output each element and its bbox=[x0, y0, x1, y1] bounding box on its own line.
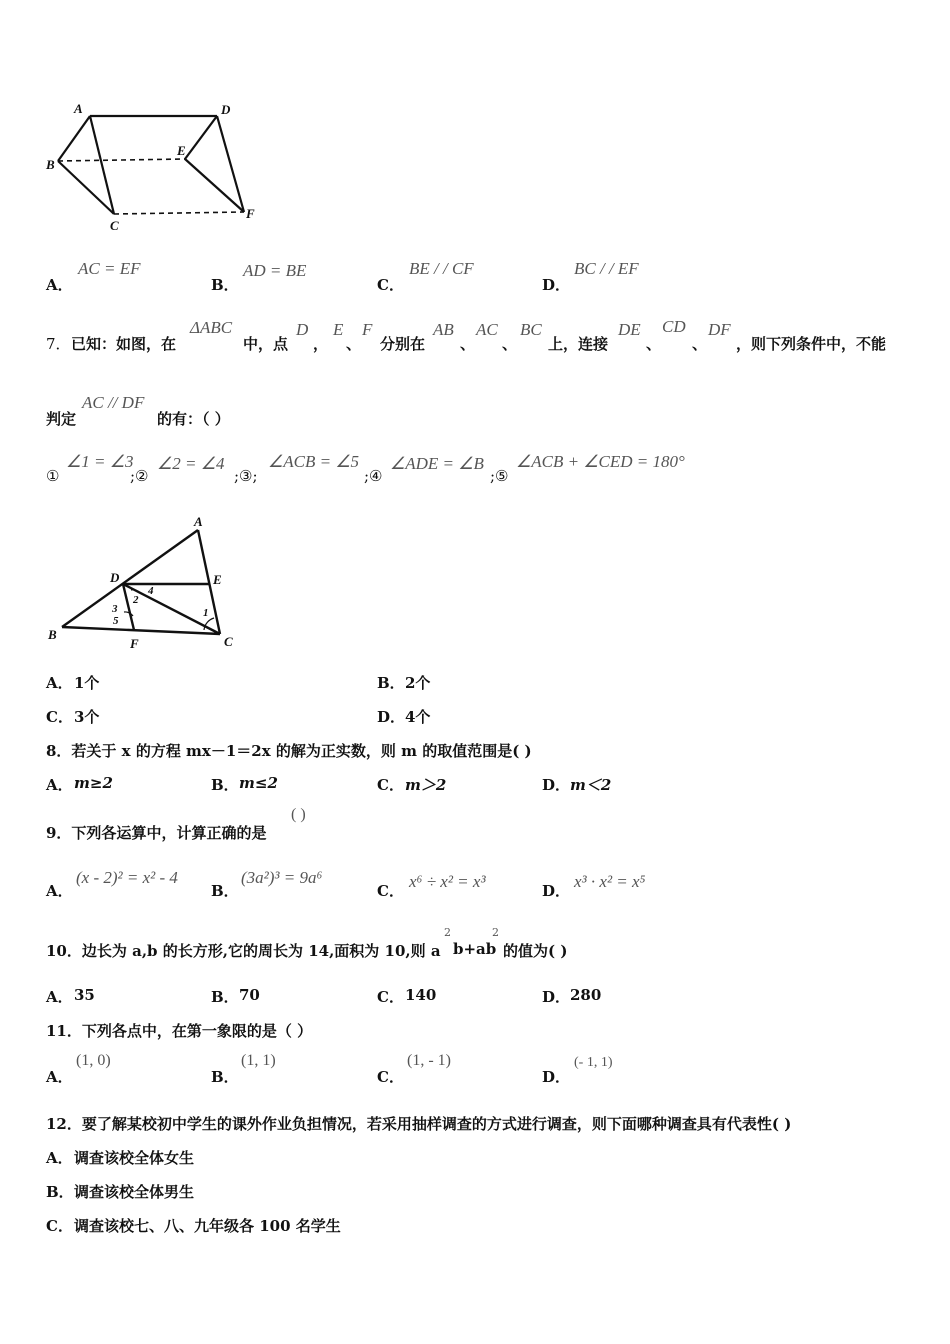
condition-math: ∠ACB + ∠CED = 180° bbox=[516, 452, 685, 471]
option-label: D． bbox=[542, 776, 571, 794]
stem-math: AB bbox=[433, 320, 454, 339]
label-c: C bbox=[110, 218, 119, 233]
option-label: B． bbox=[211, 882, 239, 900]
option-text: m≤2 bbox=[239, 774, 278, 792]
option-label: A． bbox=[46, 776, 73, 794]
condition-marker: ;⑤ bbox=[490, 467, 509, 485]
stem-math: CD bbox=[662, 317, 686, 336]
option-label: C． bbox=[377, 776, 404, 794]
condition-math: ∠ACB = ∠5 bbox=[268, 452, 360, 471]
condition-marker: ;④ bbox=[364, 467, 383, 485]
option-math: AD = BE bbox=[243, 261, 307, 280]
option-math: x⁶ ÷ x² = x³ bbox=[409, 872, 486, 891]
condition-math: ∠ADE = ∠B bbox=[390, 454, 484, 473]
option-label: C． bbox=[46, 1217, 73, 1235]
option-text: 280 bbox=[570, 986, 602, 1004]
option-label: A． bbox=[46, 882, 73, 900]
option-label: C． bbox=[377, 276, 404, 294]
option-text: 调查该校全体女生 bbox=[74, 1149, 195, 1167]
option-label: D． bbox=[542, 882, 571, 900]
stem-math: AC // DF bbox=[82, 393, 145, 412]
option-label: D． bbox=[542, 988, 571, 1006]
option-label: C． bbox=[377, 882, 404, 900]
option-label: D． bbox=[542, 1068, 571, 1086]
option-text: 1个 bbox=[74, 674, 100, 692]
label-f: F bbox=[130, 636, 139, 651]
condition-math: ∠2 = ∠4 bbox=[157, 454, 225, 473]
option-label: A． bbox=[46, 674, 73, 692]
option-text: 3个 bbox=[74, 708, 100, 726]
stem-math: ΔABC bbox=[190, 318, 233, 337]
stem-math: DE bbox=[618, 320, 641, 339]
stem-text: 判定 bbox=[46, 410, 77, 428]
label-e: E bbox=[177, 143, 186, 158]
label-f: F bbox=[246, 206, 255, 221]
option-math: (1, 0) bbox=[76, 1052, 111, 1069]
option-label: A． bbox=[46, 1068, 73, 1086]
stem-text: ， bbox=[313, 335, 329, 353]
segment-df bbox=[123, 584, 134, 630]
stem-text: 上，连接 bbox=[548, 335, 609, 353]
stem-math: BC bbox=[520, 320, 542, 339]
option-label: A． bbox=[46, 276, 73, 294]
option-label: B． bbox=[211, 276, 239, 294]
option-label: B． bbox=[211, 988, 239, 1006]
option-text: m＜2 bbox=[570, 776, 612, 794]
option-label: A． bbox=[46, 988, 73, 1006]
stem-math: F bbox=[362, 320, 373, 339]
question-text: 9．下列各运算中，计算正确的是 bbox=[46, 824, 267, 842]
option-label: A． bbox=[46, 1149, 73, 1167]
option-math: (1, 1) bbox=[241, 1052, 276, 1069]
triangle-figure bbox=[0, 0, 950, 660]
question-number: 7． bbox=[46, 335, 71, 353]
option-math: x³ · x² = x⁵ bbox=[574, 872, 646, 891]
option-text: 2个 bbox=[405, 674, 431, 692]
option-text: 调查该校七、八、九年级各 100 名学生 bbox=[74, 1217, 341, 1235]
stem-math: DF bbox=[708, 320, 731, 339]
question-text: 的值为( ) bbox=[503, 942, 568, 960]
superscript: 2 bbox=[444, 926, 451, 939]
option-math: BE / / CF bbox=[409, 259, 474, 278]
option-math: (x - 2)² = x² - 4 bbox=[76, 868, 178, 887]
option-label: C． bbox=[46, 708, 73, 726]
option-text: 调查该校全体男生 bbox=[74, 1183, 195, 1201]
option-label: D． bbox=[542, 276, 571, 294]
option-text: 35 bbox=[74, 986, 95, 1004]
option-label: B． bbox=[211, 1068, 239, 1086]
stem-math: AC bbox=[476, 320, 498, 339]
option-label: B． bbox=[211, 776, 239, 794]
label-a: A bbox=[74, 101, 83, 116]
option-math: (- 1, 1) bbox=[574, 1055, 613, 1070]
option-text: 70 bbox=[239, 986, 260, 1004]
stem-text: 分别在 bbox=[380, 335, 426, 353]
label-c: C bbox=[224, 634, 233, 649]
segment-bc bbox=[62, 627, 220, 634]
option-label: B． bbox=[377, 674, 405, 692]
label-d: D bbox=[221, 102, 231, 117]
option-text: m＞2 bbox=[405, 776, 447, 794]
option-label: C． bbox=[377, 988, 404, 1006]
option-text: 140 bbox=[405, 986, 437, 1004]
angle-label-5: 5 bbox=[113, 615, 119, 627]
stem-math: D bbox=[296, 320, 309, 339]
angle-label-2: 2 bbox=[133, 594, 139, 606]
question-text: 8．若关于 x 的方程 mx－1＝2x 的解为正实数，则 m 的取值范围是( ) bbox=[46, 742, 532, 760]
stem-text: 、 bbox=[346, 335, 362, 353]
option-math: AC = EF bbox=[78, 259, 141, 278]
label-a: A bbox=[194, 514, 203, 529]
condition-marker: ;③; bbox=[234, 467, 258, 485]
condition-marker: ① bbox=[46, 467, 60, 485]
question-text: 10．边长为 a,b 的长方形,它的周长为 14,面积为 10,则 a bbox=[46, 942, 441, 960]
stem-text: 、 bbox=[646, 335, 662, 353]
option-math: BC / / EF bbox=[574, 259, 639, 278]
stem-math: E bbox=[333, 320, 344, 339]
option-label: D． bbox=[377, 708, 406, 726]
angle-label-4: 4 bbox=[148, 585, 154, 597]
angle-label-1: 1 bbox=[203, 607, 209, 619]
angle-label-3: 3 bbox=[112, 603, 118, 615]
question-text: 11．下列各点中，在第一象限的是（ ） bbox=[46, 1022, 313, 1040]
label-e: E bbox=[213, 572, 222, 587]
option-text: m≥2 bbox=[74, 774, 113, 792]
stem-text: 、 bbox=[460, 335, 476, 353]
stem-text: ，则下列条件中，不能 bbox=[736, 335, 887, 353]
superscript: 2 bbox=[492, 926, 499, 939]
stem-text: 、 bbox=[692, 335, 708, 353]
label-b: B bbox=[46, 157, 55, 172]
option-text: 4个 bbox=[405, 708, 431, 726]
option-label: C． bbox=[377, 1068, 404, 1086]
question-text: b+ab bbox=[453, 940, 497, 958]
option-math: (1, - 1) bbox=[407, 1052, 451, 1069]
answer-paren: ( ) bbox=[291, 806, 306, 823]
question-text: 12．要了解某校初中学生的课外作业负担情况，若采用抽样调查的方式进行调查，则下面哪种调查具有代表性( ) bbox=[46, 1115, 792, 1133]
option-math: (3a²)³ = 9a⁶ bbox=[241, 868, 323, 887]
label-d: D bbox=[110, 570, 120, 585]
condition-math: ∠1 = ∠3 bbox=[66, 452, 134, 471]
stem-text: 中，点 bbox=[243, 335, 289, 353]
stem-text: 已知：如图，在 bbox=[71, 335, 177, 353]
stem-text: 、 bbox=[502, 335, 518, 353]
condition-marker: ;② bbox=[130, 467, 149, 485]
stem-text: 的有：（ ） bbox=[157, 410, 230, 428]
option-label: B． bbox=[46, 1183, 74, 1201]
label-b: B bbox=[48, 627, 57, 642]
